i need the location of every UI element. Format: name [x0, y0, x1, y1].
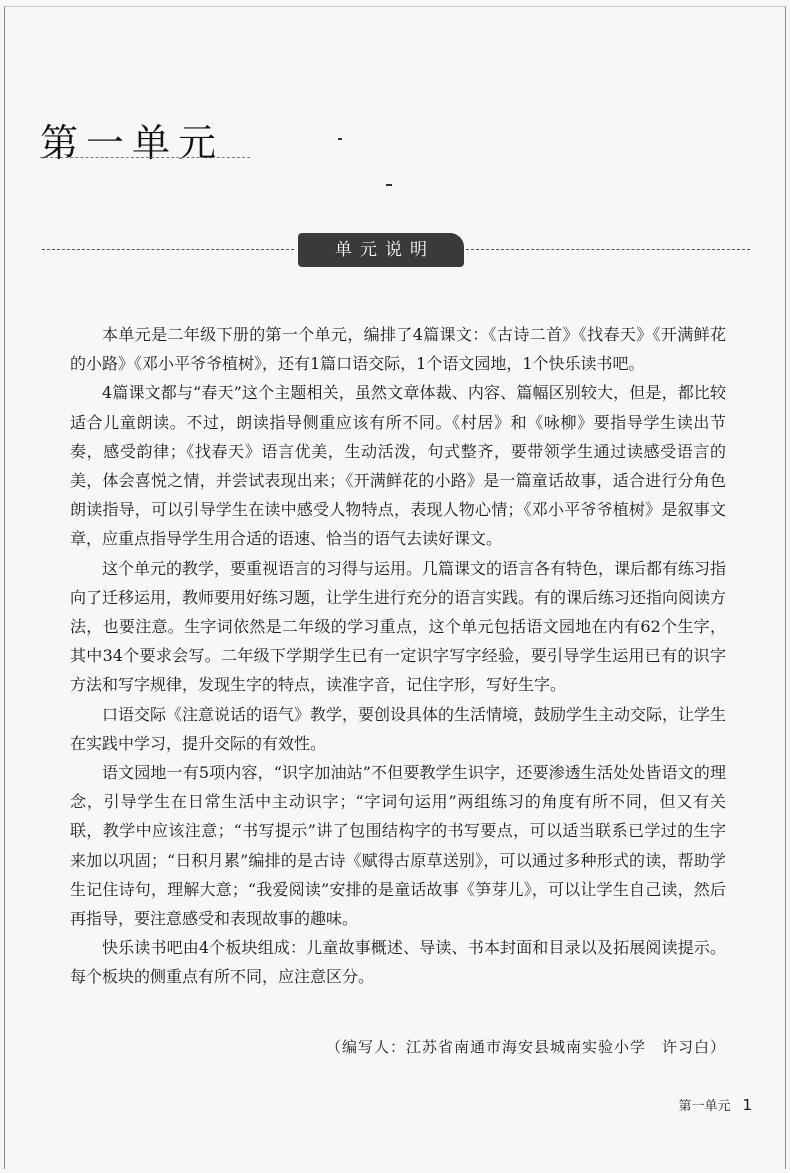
section-header [42, 233, 750, 267]
paragraph: 本单元是二年级下册的第一个单元，编排了4篇课文：《古诗二首》《找春天》《开满鲜花的小路》《邓小平爷爷植树》，还有1篇口语交际，1个语文园地，1个快乐读书吧。 [70, 325, 726, 374]
print-speck [338, 138, 342, 140]
title-underline [40, 157, 250, 158]
section-divider-right [466, 249, 750, 250]
footer-unit-label: 第一单元 [678, 1099, 731, 1114]
section-label: 单元说明 [298, 233, 464, 267]
paragraph: 语文园地一有5项内容，“识字加油站”不但要教学生识字，还要渗透生活处处皆语文的理念，引导学生在日常生活中主动识字；“字词句运用”两组练习的角度有所不同，但又有关联，教学中应该注意；“书写提示”讲了包围结构字的书写要点，可以适当联系已学过的生字来加以巩固；“日积月累”编排的是古诗《赋得古原草送别》，可以通过多种形式的读，帮助学生记住诗句，理解大意；“我爱阅读”安排的是童话故事《笋芽儿》，可以让学生自己读，然后再指导，要注意感受和表现故事的趣味。 [70, 763, 726, 929]
page-number: 1 [742, 1096, 752, 1114]
section-divider-left [42, 249, 294, 250]
paragraph: 快乐读书吧由4个板块组成：儿童故事概述、导读、书本封面和目录以及拓展阅读提示。每个板块的侧重点有所不同，应注意区分。 [70, 938, 726, 987]
unit-title: 第一单元 [40, 121, 225, 165]
author-credit: （编写人：江苏省南通市海安县城南实验小学 许习白） [325, 1038, 726, 1056]
print-speck [386, 184, 392, 186]
paragraph: 口语交际《注意说话的语气》教学，要创设具体的生活情境，鼓励学生主动交际，让学生在实践中学习，提升交际的有效性。 [70, 704, 727, 753]
paragraph: 这个单元的教学，要重视语言的习得与运用。几篇课文的语言各有特色，课后都有练习指向了迁移运用，教师要用好练习题，让学生进行充分的语言实践。有的课后练习还指向阅读方法，也要注意。生字词依然是二年级的学习重点，这个单元包括语文园地在内有62个生字，其中34个要求会写。二年级下学期学生已有一定识字写字经验，要引导学生运用已有的识字方法和写字规律，发现生字的特点，读准字音，记住字形，写好生字。 [70, 558, 727, 695]
body-text [70, 320, 726, 992]
page-footer [678, 1095, 752, 1114]
paragraph: 4篇课文都与“春天”这个主题相关，虽然文章体裁、内容、篇幅区别较大，但是，都比较适合儿童朗读。不过，朗读指导侧重应该有所不同。《村居》和《咏柳》要指导学生读出节奏，感受韵律；《找春天》语言优美，生动活泼，句式整齐，要带领学生通过读感受语言的美，体会喜悦之情，并尝试表现出来；《开满鲜花的小路》是一篇童话故事，适合进行分角色朗读指导，可以引导学生在读中感受人物特点，表现人物心情；《邓小平爷爷植树》是叙事文章，应重点指导学生用合适的语速、恰当的语气去读好课文。 [70, 383, 726, 549]
